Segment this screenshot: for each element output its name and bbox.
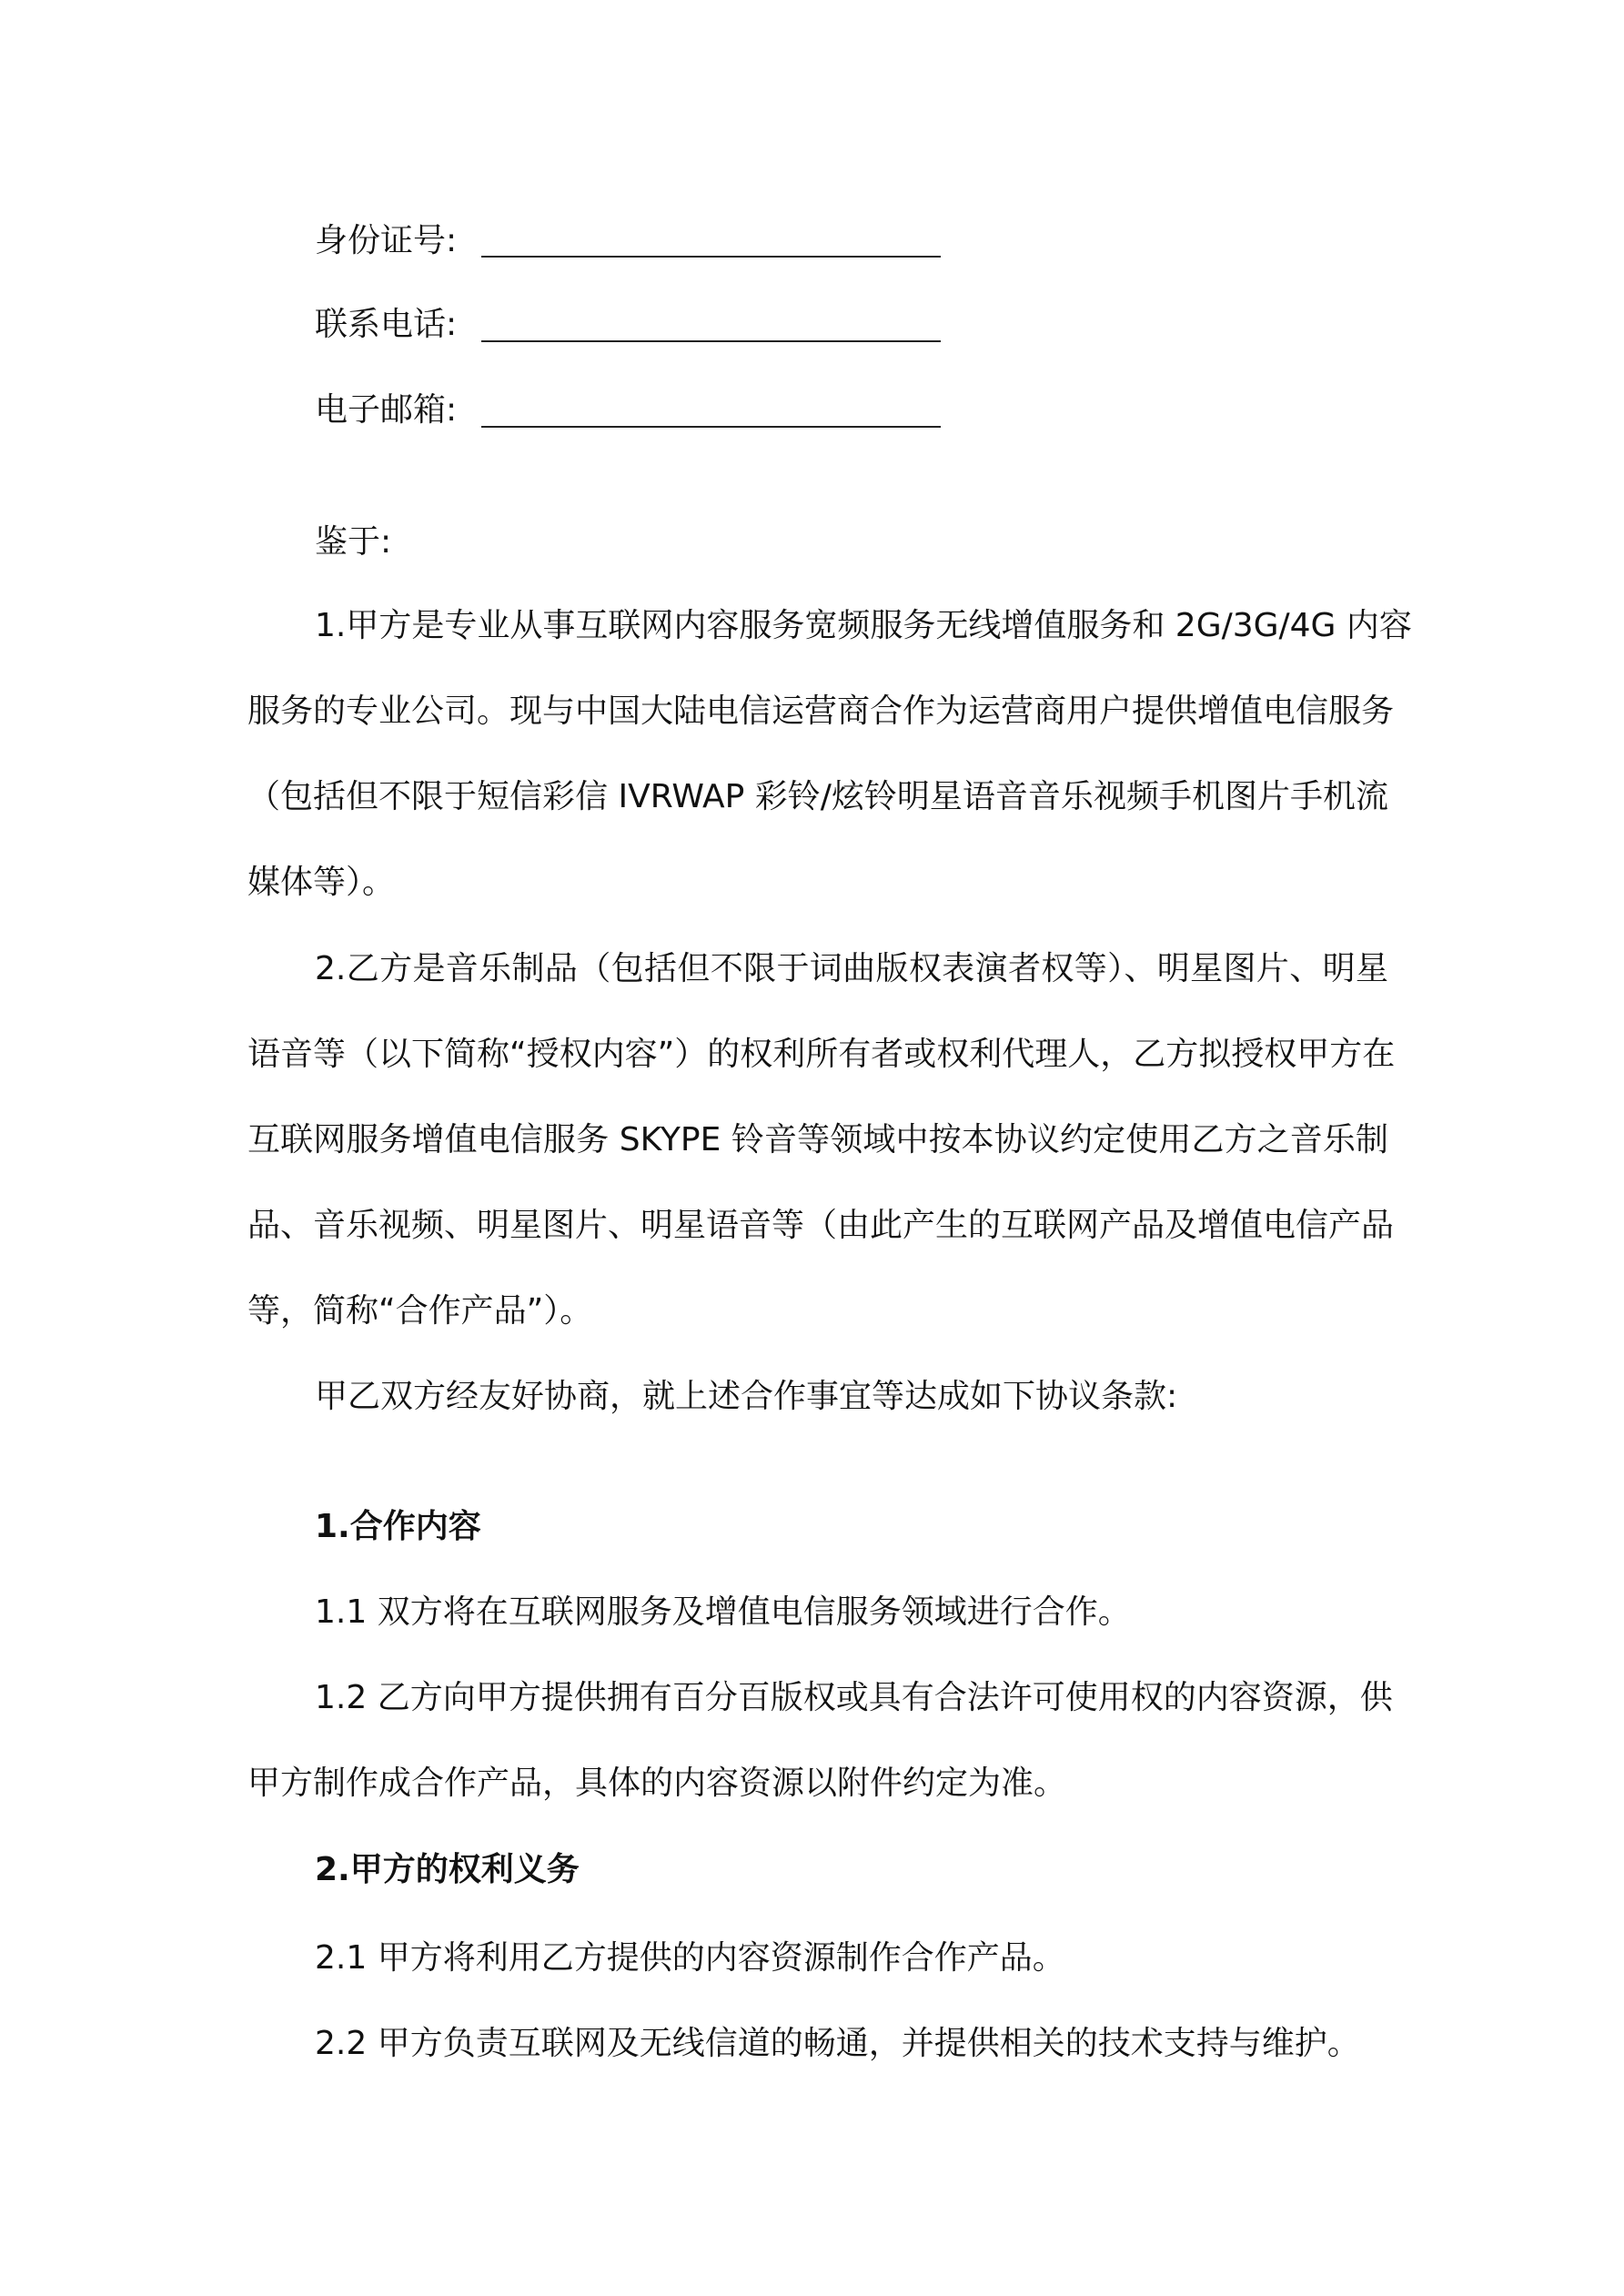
paragraph-line: 媒体等）。 — [247, 864, 396, 901]
phone-blank — [481, 340, 941, 342]
clause-line: 甲方制作成合作产品，具体的内容资源以附件约定为准。 — [247, 1765, 1067, 1802]
paragraph-line: 等，简称“合作产品”）。 — [247, 1292, 593, 1330]
paragraph-line: 服务的专业公司。现与中国大陆电信运营商合作为运营商用户提供增值电信服务 — [247, 693, 1395, 730]
clause-line: 2.1 甲方将利用乙方提供的内容资源制作合作产品。 — [315, 1939, 1065, 1977]
clause-line: 2.2 甲方负责互联网及无线信道的畅通，并提供相关的技术支持与维护。 — [315, 2025, 1360, 2062]
clause-line: 1.1 双方将在互联网服务及增值电信服务领域进行合作。 — [315, 1593, 1131, 1631]
paragraph-line: 1.甲方是专业从事互联网内容服务宽频服务无线增值服务和 2G/3G/4G 内容 — [315, 607, 1412, 644]
email-blank — [481, 426, 941, 428]
paragraph-line: （包括但不限于短信彩信 IVRWAP 彩铃/炫铃明星语音音乐视频手机图片手机流 — [247, 778, 1388, 815]
email-label: 电子邮箱: — [315, 391, 458, 429]
section-heading: 1.合作内容 — [315, 1508, 481, 1545]
paragraph-line: 语音等（以下简称“授权内容”）的权利所有者或权利代理人，乙方拟授权甲方在 — [247, 1036, 1396, 1073]
id-number-blank — [481, 256, 941, 258]
clause-line: 1.2 乙方向甲方提供拥有百分百版权或具有合法许可使用权的内容资源，供 — [315, 1679, 1393, 1716]
paragraph-line: 品、音乐视频、明星图片、明星语音等（由此产生的互联网产品及增值电信产品 — [247, 1207, 1395, 1244]
id-number-label: 身份证号: — [315, 222, 458, 259]
phone-label: 联系电话: — [315, 306, 458, 343]
paragraph-line: 2.乙方是音乐制品（包括但不限于词曲版权表演者权等）、明星图片、明星 — [315, 950, 1388, 987]
agreement-intro: 甲乙双方经友好协商，就上述合作事宜等达成如下协议条款: — [315, 1378, 1178, 1415]
section-heading: 2.甲方的权利义务 — [315, 1851, 580, 1888]
whereas-label: 鉴于: — [315, 523, 392, 561]
paragraph-line: 互联网服务增值电信服务 SKYPE 铃音等领域中按本协议约定使用乙方之音乐制 — [247, 1121, 1388, 1158]
